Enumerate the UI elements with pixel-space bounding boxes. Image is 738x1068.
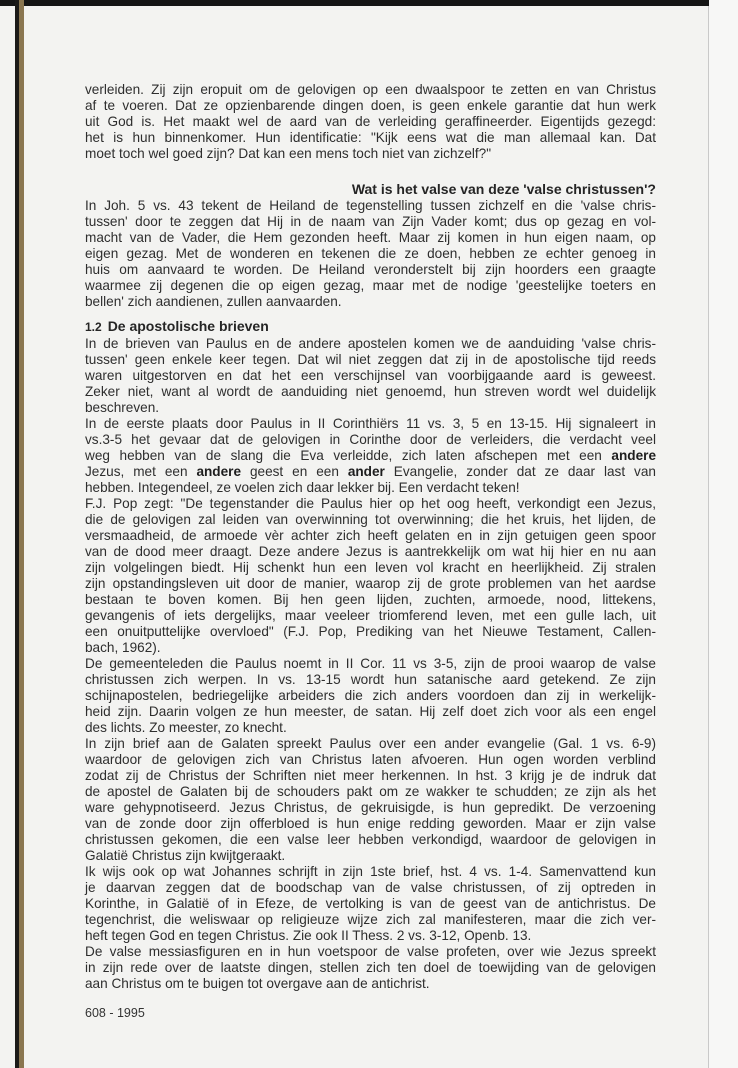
text-line xyxy=(85,976,656,992)
paragraph xyxy=(85,944,656,992)
text-run: In Joh. 5 vs. 43 tekent de Heiland de tegenstelling tussen zichzelf en die 'valse chris- xyxy=(85,198,656,213)
emphasis-word: andere xyxy=(611,448,656,463)
text-run: macht van de Vader, die Hem gezonden heeft. Maar zij komen in hun eigen naam, op xyxy=(85,230,656,245)
text-run: van de zonde door zijn offerbloed is hun enige redding geworden. Maar er zijn valse xyxy=(85,816,656,831)
text-run: F.J. Pop zegt: "De tegenstander die Paulus hier op het oog heeft, verkondigt een Jezus, xyxy=(85,496,656,511)
text-run: zijn volgelingen biedt. Hij schenkt hun een leven vol kracht en heerlijkheid. Zij stralen xyxy=(85,560,656,575)
text-line xyxy=(85,384,656,400)
text-line xyxy=(85,912,656,928)
text-run: de apostel de Galaten bij de schouders pakt om ze wakker te schudden; ze zijn als het xyxy=(85,784,656,799)
text-run: Evangelie, zonder dat ze daar last van xyxy=(384,464,656,479)
page-number-footer: 608 - 1995 xyxy=(85,1006,145,1020)
text-line xyxy=(85,896,656,912)
text-line xyxy=(85,688,656,704)
text-run: tussen' door te zeggen dat Hij in de naam van Zijn Vader komt; dus op gezag en vol- xyxy=(85,214,656,229)
text-run: christussen gekomen, die een valse leer hebben verkondigd, waardoor de gelovigen in xyxy=(85,832,656,847)
text-line xyxy=(85,230,656,246)
text-line xyxy=(85,928,656,944)
text-line xyxy=(85,448,656,464)
text-run: van de dood meer draagt. Deze andere Jezus is aantrekkelijk om wat hij hier en nu aan xyxy=(85,544,656,559)
text-run: In de brieven van Paulus en de andere apostelen komen we de aanduiding 'valse chris- xyxy=(85,336,656,351)
text-run: het is hun binnenkomer. Hun identificatie: "Kijk eens wat die man allemaal kan. Dat xyxy=(85,130,656,145)
text-run: geest en een xyxy=(241,464,348,479)
text-line xyxy=(85,592,656,608)
text-line xyxy=(85,114,656,130)
text-line xyxy=(85,960,656,976)
text-run: bellen' zich aandienen, zullen aanvaarden. xyxy=(85,294,342,309)
emphasis-word: ander xyxy=(347,464,385,479)
text-line xyxy=(85,544,656,560)
text-line xyxy=(85,704,656,720)
intro-paragraph xyxy=(85,82,656,162)
text-run: tussen' geen enkele keer tegen. Dat wil niet zeggen dat zij in de apostolische tijd reeds xyxy=(85,352,656,367)
text-run: waren uitgestorven en dat het een verschijnsel van voorbijgaande aard is geweest. xyxy=(85,368,656,383)
text-run: je daarvan zeggen dat de boodschap van de valse christussen, of zij optreden in xyxy=(85,880,656,895)
text-line xyxy=(85,736,656,752)
text-run: uit God is. Het maakt wel de aard van de verleiding geraffineerder. Eigentijds gezegd: xyxy=(85,114,656,129)
text-line xyxy=(85,848,656,864)
paragraph xyxy=(85,864,656,944)
text-line xyxy=(85,98,656,114)
paragraph xyxy=(85,496,656,656)
text-line xyxy=(85,480,656,496)
paragraph xyxy=(85,656,656,736)
text-line xyxy=(85,816,656,832)
text-run: waardoor de gelovigen zich van Christus laten afvoeren. Hun ogen worden verblind xyxy=(85,752,656,767)
text-line xyxy=(85,368,656,384)
paragraph xyxy=(85,416,656,496)
text-run: zijn opstandingsleven uit door de manier, waarop zij de grote problemen van het aardse xyxy=(85,576,656,591)
text-line xyxy=(85,246,656,262)
text-run: een onuitputtelijke overvloed" (F.J. Pop, Prediking van het Nieuwe Testament, Callen- xyxy=(85,624,656,639)
section-heading xyxy=(85,318,269,335)
text-line xyxy=(85,880,656,896)
text-run: bestaan te boven komen. Bij hen geen lijden, zuchten, armoede, nood, littekens, xyxy=(85,592,656,607)
text-run: die de gelovigen zal leiden van overwinning tot overwinning; die het kruis, het lijden, de xyxy=(85,512,656,527)
text-run: huis om aanvaard te worden. De Heiland veronderstelt bij zijn hoorders een graagte xyxy=(85,262,656,277)
text-run: beschreven. xyxy=(85,400,160,415)
text-line xyxy=(85,82,656,98)
text-line xyxy=(85,944,656,960)
text-run: christussen zich werpen. In vs. 13-15 wordt hun satanische aard getekend. Ze zijn xyxy=(85,672,656,687)
scan-right-margin xyxy=(709,0,738,1068)
section-number: 1.2 xyxy=(85,320,102,334)
text-line xyxy=(85,496,656,512)
text-line xyxy=(85,464,656,480)
text-line xyxy=(85,198,656,214)
text-run: heft tegen God en tegen Christus. Zie ook II Thess. 2 vs. 3-12, Openb. 13. xyxy=(85,928,532,943)
text-line xyxy=(85,864,656,880)
text-run: In zijn brief aan de Galaten spreekt Paulus over een ander evangelie (Gal. 1 vs. 6-9) xyxy=(85,736,656,751)
text-line xyxy=(85,624,656,640)
text-run: Galatië Christus zijn kwijtgeraakt. xyxy=(85,848,286,863)
text-line xyxy=(85,416,656,432)
section-body xyxy=(85,336,656,992)
text-line xyxy=(85,752,656,768)
text-run: eigen gezag. Met de wonderen en tekenen die ze doen, hebben ze echter genoeg in xyxy=(85,246,656,261)
text-run: De valse messiasfiguren en in hun voetspoor de valse profeten, over wie Jezus spreekt xyxy=(85,944,656,959)
paragraph xyxy=(85,736,656,864)
text-run: bach, 1962). xyxy=(85,640,161,655)
text-line xyxy=(85,352,656,368)
text-run: af te voeren. Dat ze opzienbarende dingen doen, is geen enkele garantie dat hun werk xyxy=(85,98,656,113)
text-line xyxy=(85,672,656,688)
text-line xyxy=(85,832,656,848)
book-spine-edge xyxy=(19,0,24,1068)
subheading: Wat is het valse van deze 'valse christussen'? xyxy=(351,181,656,197)
text-line xyxy=(85,262,656,278)
text-run: tegenchrist, die weliswaar op religieuze wijze zich zal manifesteren, maar die zich ver- xyxy=(85,912,656,927)
text-run: waarmee zij degenen die op eigen gezag, maar met de nodige 'geestelijke toeters en xyxy=(85,278,656,293)
text-line xyxy=(85,640,656,656)
text-run: des lichts. Zo meester, zo knecht. xyxy=(85,720,287,735)
text-line xyxy=(85,720,656,736)
text-run: weg hebben van de slang die Eva verleidde, zich laten afschepen met een xyxy=(85,448,612,463)
text-run: versmaadheid, de armoede vèr achter zich heeft gelaten en in zijn getuigen geen spoor xyxy=(85,528,656,543)
text-line xyxy=(85,146,656,162)
scan-top-border xyxy=(0,0,722,6)
text-line xyxy=(85,784,656,800)
text-line xyxy=(85,576,656,592)
text-line xyxy=(85,800,656,816)
text-run: aan Christus om te buigen tot overgave aan de antichrist. xyxy=(85,976,430,991)
text-line xyxy=(85,768,656,784)
text-line xyxy=(85,336,656,352)
text-run: De gemeenteleden die Paulus noemt in II Cor. 11 vs 3-5, zijn de prooi waarop de valse xyxy=(85,656,656,671)
text-line xyxy=(85,432,656,448)
text-line xyxy=(85,512,656,528)
text-line xyxy=(85,278,656,294)
text-run: Zeker niet, want al wordt de aanduiding niet genoemd, hun streven wordt wel duidelijk xyxy=(85,384,656,399)
text-run: vs.3-5 het gevaar dat de gelovigen in Corinthe door de verleiders, die verdacht veel xyxy=(85,432,656,447)
text-line xyxy=(85,294,656,310)
text-line xyxy=(85,528,656,544)
paragraph xyxy=(85,336,656,416)
emphasis-word: andere xyxy=(196,464,242,479)
text-run: hebben. Integendeel, ze voelen zich daar lekker bij. Een verdacht teken! xyxy=(85,480,520,495)
section-title: De apostolische brieven xyxy=(107,318,269,334)
page-right-edge xyxy=(708,6,709,1068)
text-line xyxy=(85,400,656,416)
text-run: zodat zij de Christus der Schriften niet meer herkennen. In hst. 3 krijg je de indruk dat xyxy=(85,768,656,783)
text-run: gevangenis of iets dergelijks, maar veeleer triomferend leven, met een gulle lach, uit xyxy=(85,608,656,623)
text-run: in zijn rede over de laatste dingen, stellen zich ten doel de toewijding van de gelovigen xyxy=(85,960,656,975)
text-line xyxy=(85,656,656,672)
text-run: verleiden. Zij zijn eropuit om de gelovigen op een dwaalspoor te zetten en van Christus xyxy=(85,82,656,97)
text-line xyxy=(85,130,656,146)
text-line xyxy=(85,560,656,576)
text-run: heid zijn. Daarin volgen ze hun meester, de satan. Hij zelf doet zich voor als een engel xyxy=(85,704,656,719)
text-run: ware gehypnotiseerd. Jezus Christus, de gekruisigde, is hun gepredikt. De verzoening xyxy=(85,800,656,815)
text-run: Korinthe, in Galatië of in Efeze, de vertolking is van de geest van de antichristus. De xyxy=(85,896,656,911)
text-run: moet toch wel goed zijn? Dat kan een mens toch niet van zichzelf?" xyxy=(85,146,492,161)
text-run: Ik wijs ook op wat Johannes schrijft in zijn 1ste brief, hst. 4 vs. 1-4. Samenvattend kun xyxy=(85,864,656,879)
text-line xyxy=(85,608,656,624)
text-line xyxy=(85,214,656,230)
text-run: Jezus, met een xyxy=(85,464,197,479)
john-paragraph xyxy=(85,198,656,310)
text-run: schijnapostelen, bedriegelijke arbeiders die zich anders voordoen dan zij in werkelijk- xyxy=(85,688,656,703)
text-run: In de eerste plaats door Paulus in II Corinthiërs 11 vs. 3, 5 en 13-15. Hij signaleert in xyxy=(85,416,656,431)
